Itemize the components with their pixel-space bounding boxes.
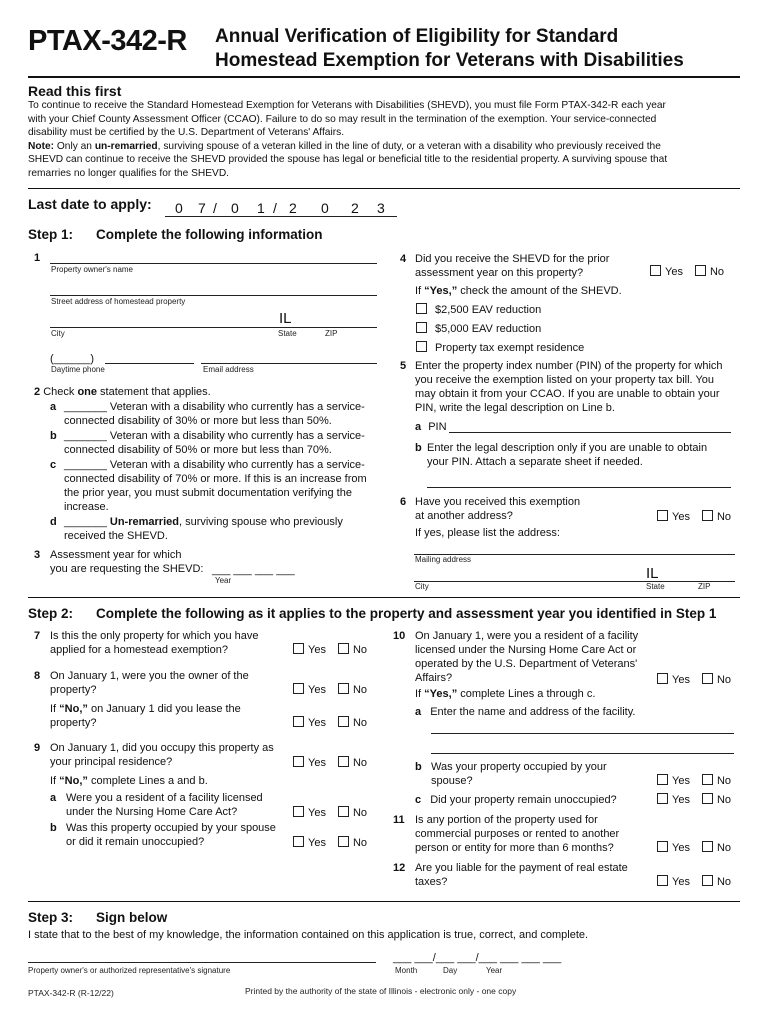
assessment-year-field[interactable]: ___ ___ ___ ___: [212, 564, 295, 576]
q7: [34, 629, 294, 657]
step3-statement: I state that to the best of my knowledge, the information contained on this application is true, correct, and complete.: [28, 929, 589, 941]
q5b: [415, 441, 745, 469]
no-label: No: [716, 511, 732, 523]
q4-yes-no: [650, 265, 724, 279]
q2-number: 2: [34, 386, 41, 398]
q7-yes-no: [293, 643, 367, 657]
street-address-label: Street address of homestead property: [51, 297, 186, 306]
shevd-option-exempt: [416, 341, 584, 355]
year-label: Year: [486, 966, 503, 975]
q12-number: 12: [393, 862, 406, 874]
q8-lease-yes-no: [293, 716, 367, 730]
note-line: remarries no longer qualifies for the SHEVD.: [28, 167, 230, 179]
form-title-line2: Homestead Exemption for Veterans with Disabilities: [215, 50, 684, 71]
facility-name-field[interactable]: [431, 733, 734, 734]
zip-label: ZIP: [325, 329, 338, 338]
q9-if-no: [50, 774, 208, 788]
q9-text: your principal residence?: [50, 756, 173, 768]
q9b-text: or did it remain unoccupied?: [66, 836, 205, 848]
q10c-yes-checkbox[interactable]: [657, 793, 668, 804]
deadline-sep: /: [213, 200, 217, 216]
month-label: Month: [395, 966, 418, 975]
owner-name-line[interactable]: [50, 263, 377, 264]
no-label: No: [716, 674, 732, 686]
q10-if-text: If: [415, 688, 425, 700]
yes-label: Yes: [672, 674, 690, 686]
q11-no-checkbox[interactable]: [702, 841, 713, 852]
q11-text: Is any portion of the property used for: [415, 814, 598, 826]
q5: [400, 359, 745, 415]
q12-text: Are you liable for the payment of real estate: [415, 862, 628, 874]
intro-text: [28, 99, 743, 180]
step1-rule: [28, 597, 740, 598]
q9-if-text: complete Lines a and b.: [87, 775, 208, 787]
no-label: No: [716, 842, 732, 854]
yes-label: Yes: [308, 757, 326, 769]
facility-address-field[interactable]: [431, 753, 734, 754]
option-text: received the SHEVD.: [64, 530, 168, 542]
q6-yes-checkbox[interactable]: [657, 510, 668, 521]
q11-number: 11: [393, 814, 405, 826]
q6-text: Have you received this exemption: [415, 496, 581, 508]
q11: [393, 813, 653, 855]
q9a: [50, 791, 290, 819]
q10c-text: Did your property remain unoccupied?: [430, 794, 617, 806]
deadline-digit: 0: [231, 200, 239, 216]
deadline-sep: /: [273, 200, 277, 216]
q10-number: 10: [393, 630, 406, 642]
q10b-yes-no: [657, 774, 731, 788]
yes-label: Yes: [308, 644, 326, 656]
option-text: , surviving spouse who previously: [178, 516, 343, 528]
note-line: [28, 140, 743, 154]
intro-line: disability must be certified by the U.S. Department of Veterans' Affairs.: [28, 127, 345, 138]
q10-text: licensed under the Nursing Home Care Act or: [415, 644, 637, 656]
q6: [400, 495, 650, 523]
q9-no-checkbox[interactable]: [338, 756, 349, 767]
no-label: No: [709, 266, 725, 278]
q4-number: 4: [400, 253, 407, 265]
no-label: No: [352, 717, 368, 729]
option-exempt-checkbox[interactable]: [416, 341, 427, 352]
option-text: the prior year, you must submit documentation verifying the: [64, 487, 352, 499]
q5-text: you receive the exemption listed on your property tax bill. You: [415, 374, 715, 386]
q5-number: 5: [400, 360, 407, 372]
q4-no-checkbox[interactable]: [695, 265, 706, 276]
option-label: Property tax exempt residence: [435, 342, 585, 354]
pin-label: PIN: [428, 421, 447, 433]
q2-text: Check: [43, 386, 78, 398]
phone-line[interactable]: [105, 363, 194, 364]
q4-if-text: If: [415, 285, 425, 297]
option-letter: c: [50, 459, 57, 471]
city-state-zip2-line[interactable]: [414, 581, 735, 582]
q11-text: commercial purposes or rented to another: [415, 828, 620, 840]
q12-yes-no: [657, 875, 731, 889]
q10-if-emphasis: “Yes,”: [424, 688, 458, 700]
form-revision: PTAX-342-R (R-12/22): [28, 988, 114, 998]
zip2-label: ZIP: [698, 582, 711, 591]
option-text: connected disability of 70% or more. If this is an increase from: [64, 473, 367, 485]
step3-label: Step 3:: [28, 910, 74, 925]
q6-number: 6: [400, 496, 407, 508]
q4-text: Did you receive the SHEVD for the prior: [415, 253, 610, 265]
q8-text: On January 1, were you the owner of the: [50, 670, 249, 682]
q9a-text: under the Nursing Home Care Act?: [66, 806, 238, 818]
q12-yes-checkbox[interactable]: [657, 875, 668, 886]
note-label: Note:: [28, 140, 55, 152]
deadline-digit: 7: [198, 200, 206, 216]
q5b-text: your PIN. Attach a separate sheet if needed.: [427, 456, 643, 468]
q10-text: On January 1, were you a resident of a facility: [415, 630, 639, 642]
state-label: State: [278, 329, 297, 338]
q10-text: Affairs?: [415, 672, 453, 684]
intro-line: To continue to receive the Standard Homestead Exemption for Veterans with Disabilities (SHEVD), you must file Form PTAX-342-R each year: [28, 100, 666, 111]
signature-label: Property owner's or authorized representative's signature: [28, 966, 231, 975]
q9b-yes-checkbox[interactable]: [293, 836, 304, 847]
state2-value: IL: [646, 565, 659, 582]
q9b-yes-no: [293, 836, 367, 850]
yes-label: Yes: [665, 266, 683, 278]
q9a-yes-no: [293, 806, 367, 820]
option-text: increase.: [64, 501, 109, 513]
q7-number: 7: [34, 630, 41, 642]
q9-yes-checkbox[interactable]: [293, 756, 304, 767]
q10a-letter: a: [415, 706, 422, 718]
step2-rule: [28, 901, 740, 902]
shevd-option-2500: [416, 303, 541, 317]
q10-yes-no: [657, 673, 731, 687]
q4-if-yes: [415, 284, 622, 298]
form-title-line1: Annual Verification of Eligibility for Standard: [215, 26, 619, 47]
shevd-option-5000: [416, 322, 541, 336]
q8-lease-yes-checkbox[interactable]: [293, 716, 304, 727]
q6-text: at another address?: [415, 510, 513, 522]
step3-title: Sign below: [96, 910, 168, 925]
q8-no-checkbox[interactable]: [338, 683, 349, 694]
q10a: [415, 705, 635, 719]
q7-yes-checkbox[interactable]: [293, 643, 304, 654]
q5b-text: Enter the legal description only if you are unable to obtain: [427, 442, 708, 454]
q6-yes-no: [657, 510, 731, 524]
q12-text: taxes?: [415, 876, 448, 888]
no-label: No: [352, 644, 368, 656]
signature-date-field[interactable]: ___ ___/___ ___/___ ___ ___ ___: [393, 952, 562, 964]
q5-text: Enter the property index number (PIN) of the property for which: [415, 360, 723, 372]
q7-no-checkbox[interactable]: [338, 643, 349, 654]
q10b-text: Was your property occupied by your: [431, 761, 607, 773]
q10: [393, 629, 653, 685]
q10-yes-checkbox[interactable]: [657, 673, 668, 684]
q12: [393, 861, 653, 889]
pin-row: [415, 420, 447, 434]
step1-title: Complete the following information: [96, 227, 323, 242]
state2-label: State: [646, 582, 665, 591]
q4-yes-checkbox[interactable]: [650, 265, 661, 276]
note-text: , surviving spouse of a veteran killed in the line of duty, or a veteran with a disability who previously received the: [157, 140, 661, 152]
q8-text: property?: [50, 684, 97, 696]
q11-yes-no: [657, 841, 731, 855]
q8-if-text: property?: [50, 717, 97, 729]
step2-title: Complete the following as it applies to the property and assessment year you identified in Step 1: [96, 606, 717, 621]
day-label: Day: [443, 966, 458, 975]
no-label: No: [352, 684, 368, 696]
q10c-letter: c: [415, 794, 422, 806]
q7-text: Is this the only property for which you have: [50, 630, 259, 642]
q9a-yes-checkbox[interactable]: [293, 806, 304, 817]
deadline-digit: 0: [175, 200, 183, 216]
header-rule: [28, 76, 740, 78]
no-label: No: [352, 757, 368, 769]
q3-text: Assessment year for which: [50, 549, 182, 561]
deadline-digit: 2: [289, 200, 297, 216]
q9b-text: Was this property occupied by your spouse: [66, 822, 276, 834]
year-label: Year: [215, 576, 232, 585]
option-letter: d: [50, 516, 57, 528]
phone-label: Daytime phone: [51, 365, 105, 374]
city-state-zip-line[interactable]: [50, 327, 377, 328]
option-text: connected disability of 50% or more but less than 70%.: [64, 444, 332, 456]
q10a-text: Enter the name and address of the facility.: [430, 706, 636, 718]
option-2500-checkbox[interactable]: [416, 303, 427, 314]
q9-yes-no: [293, 756, 367, 770]
read-first-heading: Read this first: [28, 83, 122, 99]
email-label: Email address: [203, 365, 254, 374]
yes-label: Yes: [672, 775, 690, 787]
state-value: IL: [279, 310, 292, 327]
step2-label: Step 2:: [28, 606, 74, 621]
q9a-letter: a: [50, 792, 57, 804]
no-label: No: [716, 775, 732, 787]
no-label: No: [352, 837, 368, 849]
yes-label: Yes: [672, 794, 690, 806]
step1-label: Step 1:: [28, 227, 74, 242]
q8-yes-no: [293, 683, 367, 697]
deadline-date: [165, 200, 400, 218]
yes-label: Yes: [672, 842, 690, 854]
printed-authority: Printed by the authority of the state of Illinois - electronic only - one copy: [245, 986, 517, 996]
q2: [34, 385, 384, 399]
q12-no-checkbox[interactable]: [702, 875, 713, 886]
note-text: Only an: [54, 140, 95, 152]
option-text: connected disability of 30% or more but less than 50%.: [64, 415, 332, 427]
q10-if-yes: [415, 687, 595, 701]
option-letter: a: [50, 401, 57, 413]
q10c: [415, 793, 617, 807]
q9-text: On January 1, did you occupy this property as: [50, 742, 274, 754]
q9a-no-checkbox[interactable]: [338, 806, 349, 817]
deadline-digit: 2: [351, 200, 359, 216]
q8-if-text: on January 1 did you lease the: [87, 703, 241, 715]
deadline-label: Last date to apply:: [28, 196, 152, 212]
q5a-letter: a: [415, 421, 422, 433]
pin-field[interactable]: [449, 432, 731, 433]
q10c-yes-no: [657, 793, 731, 807]
deadline-underline: [165, 216, 397, 217]
email-line[interactable]: [201, 363, 377, 364]
q10b-text: spouse?: [431, 775, 473, 787]
signature-field[interactable]: [28, 962, 376, 963]
q10b: [415, 760, 645, 788]
legal-description-field[interactable]: [427, 487, 731, 488]
no-label: No: [716, 876, 732, 888]
q8-lease-no-checkbox[interactable]: [338, 716, 349, 727]
city2-label: City: [415, 582, 429, 591]
q9-if-text: If: [50, 775, 60, 787]
option-text: _______ Veteran with a disability who currently has a service-: [64, 401, 365, 413]
q8-if-no: [50, 702, 295, 730]
q2-text: statement that applies.: [97, 386, 211, 398]
note-line: SHEVD can continue to receive the SHEVD provided the spouse has legal or beneficial title to the residential property. A surviving spouse that: [28, 154, 668, 165]
q10c-no-checkbox[interactable]: [702, 793, 713, 804]
note-emphasis: un-remarried: [94, 140, 158, 152]
q9-number: 9: [34, 742, 41, 754]
intro-line: with your Chief County Assessment Officer (CCAO). Failure to do so may result in the termination of the exemption. Your service-connected: [28, 113, 657, 125]
q5b-letter: b: [415, 442, 422, 454]
q10b-no-checkbox[interactable]: [702, 774, 713, 785]
q11-text: person or entity for more than 6 months?: [415, 842, 614, 854]
yes-label: Yes: [308, 684, 326, 696]
yes-label: Yes: [672, 876, 690, 888]
q10-text: operated by the U.S. Department of Veterans': [415, 658, 638, 670]
q8-if-emphasis: “No,”: [59, 703, 88, 715]
option-emphasis: Un-remarried: [109, 516, 179, 528]
q6-no-checkbox[interactable]: [702, 510, 713, 521]
q8-yes-checkbox[interactable]: [293, 683, 304, 694]
q10-if-text: complete Lines a through c.: [457, 688, 596, 700]
yes-label: Yes: [672, 511, 690, 523]
option-text: _______: [64, 516, 110, 528]
q7-text: applied for a homestead exemption?: [50, 644, 228, 656]
q10-no-checkbox[interactable]: [702, 673, 713, 684]
q9: [34, 741, 294, 769]
q9a-text: Were you a resident of a facility licensed: [66, 792, 263, 804]
yes-label: Yes: [308, 837, 326, 849]
q2-emphasis: one: [77, 386, 97, 398]
q2-option-a[interactable]: [50, 400, 385, 428]
deadline-digit: 0: [321, 200, 329, 216]
q8-if-text: If: [50, 703, 60, 715]
option-5000-checkbox[interactable]: [416, 322, 427, 333]
mailing-address-label: Mailing address: [415, 555, 472, 564]
q9b: [50, 821, 295, 849]
q8-number: 8: [34, 670, 41, 682]
option-label: $5,000 EAV reduction: [435, 323, 542, 335]
deadline-digit: 3: [377, 200, 385, 216]
yes-label: Yes: [308, 717, 326, 729]
form-id: PTAX-342-R: [28, 25, 187, 57]
q2-option-b[interactable]: [50, 429, 385, 457]
q10b-yes-checkbox[interactable]: [657, 774, 668, 785]
q9b-letter: b: [50, 822, 57, 834]
city-label: City: [51, 329, 65, 338]
q4-if-text: check the amount of the SHEVD.: [457, 285, 622, 297]
intro-rule: [28, 188, 740, 189]
q6-if-yes: If yes, please list the address:: [415, 527, 560, 539]
option-letter: b: [50, 430, 57, 442]
q4-if-emphasis: “Yes,”: [424, 285, 458, 297]
phone-parens: (______): [50, 353, 95, 365]
q10b-letter: b: [415, 761, 422, 773]
q9b-no-checkbox[interactable]: [338, 836, 349, 847]
q3-number: 3: [34, 549, 41, 561]
deadline-digit: 1: [257, 200, 265, 216]
q1-number: 1: [34, 252, 41, 264]
option-text: _______ Veteran with a disability who currently has a service-: [64, 459, 365, 471]
yes-label: Yes: [308, 807, 326, 819]
q5-text: may obtain it from your CCAO. If you are unable to obtain your: [415, 388, 720, 400]
no-label: No: [716, 794, 732, 806]
no-label: No: [352, 807, 368, 819]
street-address-line[interactable]: [50, 295, 377, 296]
q5-text: PIN, write the legal description on Line b.: [415, 402, 615, 414]
q4-text: assessment year on this property?: [415, 267, 584, 279]
q3-text: you are requesting the SHEVD:: [50, 563, 204, 575]
q11-yes-checkbox[interactable]: [657, 841, 668, 852]
q2-option-d[interactable]: [50, 515, 385, 543]
q8: [34, 669, 294, 697]
option-text: _______ Veteran with a disability who currently has a service-: [64, 430, 365, 442]
owner-name-label: Property owner's name: [51, 265, 134, 274]
q2-option-c[interactable]: [50, 458, 385, 514]
option-label: $2,500 EAV reduction: [435, 304, 542, 316]
q9-if-emphasis: “No,”: [59, 775, 88, 787]
